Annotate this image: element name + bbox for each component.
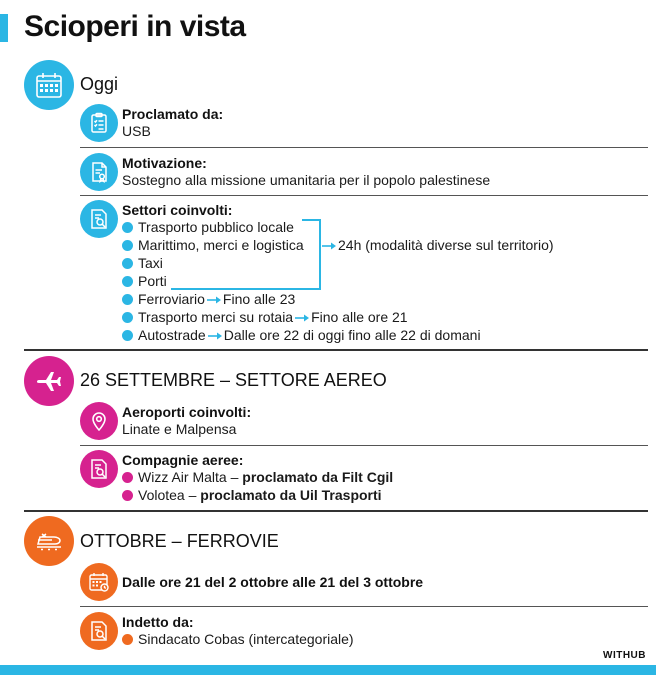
arrow-right-icon	[208, 331, 222, 341]
bullet-dot	[122, 472, 133, 483]
separator	[80, 445, 648, 446]
document-search-icon	[80, 200, 118, 238]
list-item: Trasporto merci su rotaia Fino alle ore 21	[122, 309, 408, 325]
aeroporti-label: Aeroporti coinvolti:	[122, 404, 252, 420]
bullet-dot	[122, 634, 133, 645]
clipboard-icon	[80, 104, 118, 142]
map-pin-icon	[80, 402, 118, 440]
section-title-oggi: Oggi	[80, 74, 119, 94]
settori-label: Settori coinvolti:	[122, 202, 233, 218]
airplane-icon	[24, 356, 74, 406]
bullet-dot	[122, 222, 133, 233]
list-item: Sindacato Cobas (intercategoriale)	[122, 631, 354, 647]
bullet-dot	[122, 294, 133, 305]
bullet-dot	[122, 330, 133, 341]
list-item: Ferroviario Fino alle 23	[122, 291, 295, 307]
bullet-dot	[122, 312, 133, 323]
list-item: Porti	[122, 273, 167, 289]
bullet-dot	[122, 490, 133, 501]
document-seal-icon	[80, 153, 118, 191]
bracket-line	[319, 219, 321, 289]
aeroporti-value: Linate e Malpensa	[122, 421, 237, 437]
list-item: Wizz Air Malta – proclamato da Filt Cgil	[122, 469, 393, 485]
orario-value: Dalle ore 21 del 2 ottobre alle 21 del 3 ottobre	[122, 574, 424, 590]
train-icon	[24, 516, 74, 566]
page-title: Scioperi in vista	[24, 10, 246, 43]
bottom-accent	[0, 665, 656, 675]
title-accent	[0, 14, 8, 42]
motivazione-value: Sostegno alla missione umanitaria per il popolo palestinese	[122, 172, 491, 188]
calendar-icon	[80, 563, 118, 601]
arrow-right-icon	[322, 241, 336, 251]
compagnie-label: Compagnie aeree:	[122, 452, 244, 468]
list-item: Trasporto pubblico locale	[122, 219, 294, 235]
bullet-dot	[122, 276, 133, 287]
arrow-right-icon	[295, 313, 309, 323]
indetto-label: Indetto da:	[122, 614, 194, 630]
proclamato-label: Proclamato da:	[122, 106, 224, 122]
motivazione-label: Motivazione:	[122, 155, 207, 171]
calendar-icon	[24, 60, 74, 110]
group-note: 24h (modalità diverse sul territorio)	[320, 237, 554, 253]
list-item: Autostrade Dalle ore 22 di oggi fino alle 22 di domani	[122, 327, 481, 343]
separator	[80, 606, 648, 607]
separator	[80, 195, 648, 196]
list-item: Volotea – proclamato da Uil Trasporti	[122, 487, 382, 503]
section-separator	[24, 510, 648, 512]
brand-logo: WITHUB	[603, 650, 646, 661]
bullet-dot	[122, 240, 133, 251]
document-search-icon	[80, 450, 118, 488]
section-title-aereo: 26 SETTEMBRE – SETTORE AEREO	[80, 370, 387, 390]
bullet-dot	[122, 258, 133, 269]
section-title-ferrovie: OTTOBRE – FERROVIE	[80, 531, 279, 551]
list-item: Taxi	[122, 255, 163, 271]
bracket-line	[171, 288, 321, 290]
section-separator	[24, 349, 648, 351]
list-item: Marittimo, merci e logistica	[122, 237, 304, 253]
arrow-right-icon	[207, 295, 221, 305]
proclamato-value: USB	[122, 123, 151, 139]
document-search-icon	[80, 612, 118, 650]
separator	[80, 147, 648, 148]
